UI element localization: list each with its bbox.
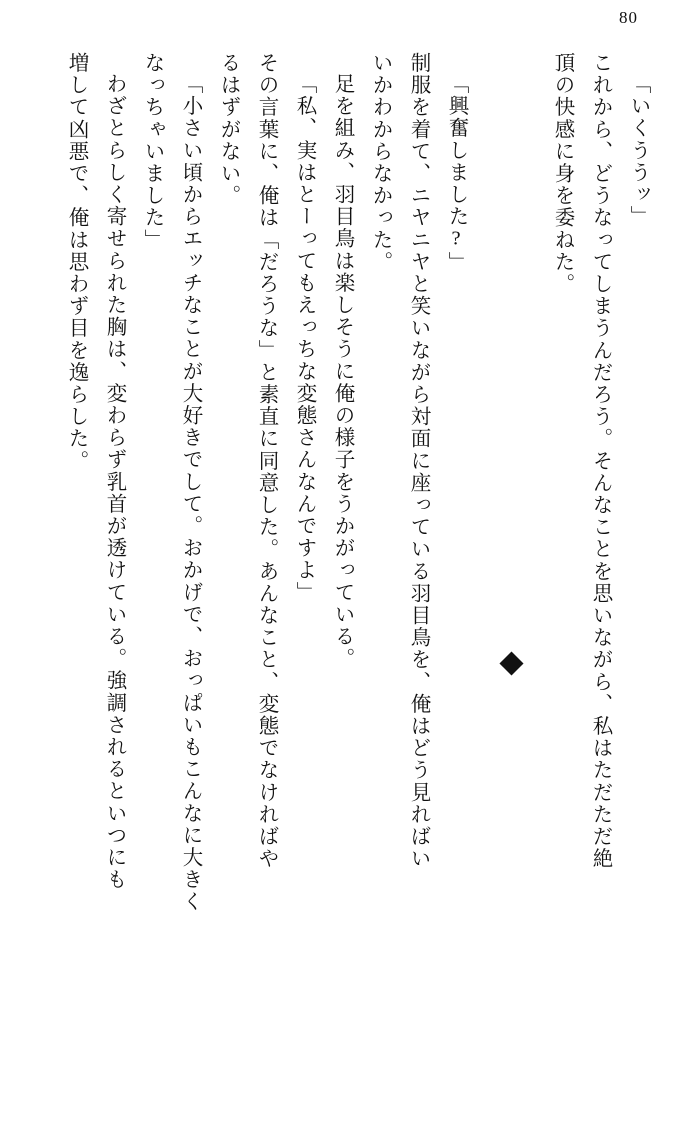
- text-column-1: 「いくううッ」: [627, 73, 649, 228]
- text-column-13: わざとらしく寄せられた胸は、変わらず乳首が透けている。強調されるといつにも: [103, 73, 125, 891]
- text-column-8: 「私、実はとーってもえっちな変態さんなんですよ」: [293, 73, 315, 604]
- text-column-2: これから、どうなってしまうんだろう。そんなことを思いながら、私はただただ絶: [589, 52, 611, 870]
- diamond-icon: [499, 651, 523, 675]
- text-column-14: 増して凶悪で、俺は思わず目を逸らした。: [65, 52, 87, 472]
- text-column-7: 足を組み、羽目鳥は楽しそうに俺の様子をうかがっている。: [331, 73, 353, 670]
- text-column-3: 頂の快感に身を委ねた。: [551, 52, 573, 296]
- text-column-9: その言葉に、俺は「だろうな」と素直に同意した。あんなこと、変態でなければや: [255, 52, 277, 870]
- text-column-12: なっちゃいました」: [141, 52, 163, 251]
- text-column-4: 「興奮しました?」: [445, 73, 467, 274]
- vertical-text-body: [44, 52, 648, 1010]
- section-ornament: [480, 52, 520, 1142]
- text-column-6: いかわからなかった。: [369, 52, 391, 273]
- text-column-11: 「小さい頃からエッチなことが大好きでして。おかげで、おっぱいもこんなに大きく: [179, 73, 201, 913]
- text-column-10: るはずがない。: [217, 52, 239, 207]
- page-number: 80: [619, 8, 638, 27]
- text-column-5: 制服を着て、ニヤニヤと笑いながら対面に座っている羽目鳥を、俺はどう見ればい: [407, 52, 429, 870]
